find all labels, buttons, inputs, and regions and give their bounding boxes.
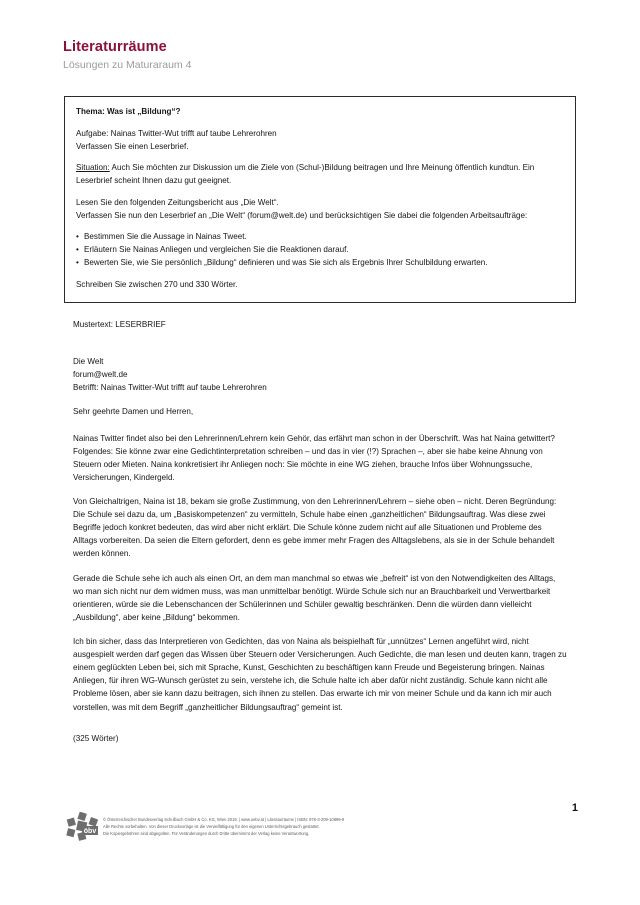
task-assignment-line-2: Verfassen Sie einen Leserbrief. (76, 141, 189, 151)
letter-subject: Betrifft: Nainas Twitter-Wut trifft auf taube Lehrerohren (73, 383, 267, 393)
spacer (73, 624, 567, 635)
page-number: 1 (571, 802, 578, 814)
situation-label: Situation: (76, 163, 110, 173)
spacer (76, 188, 564, 197)
task-word-count: Schreiben Sie zwischen 270 und 330 Wörter. (76, 279, 238, 289)
sample-text-body (73, 318, 567, 745)
task-situation (76, 162, 564, 188)
spacer (73, 561, 567, 572)
spacer (76, 119, 564, 128)
task-box (64, 96, 576, 303)
situation-text: Auch Sie möchten zur Diskussion um die Ziele von (Schul-)Bildung beitragen und Ihre Meinung öffentlich kundtun. Ein Leserbrief scheint Ihnen dazu gut geeignet. (76, 163, 535, 186)
page-title: Literaturräume (63, 39, 167, 55)
footer-legal-text (103, 812, 344, 837)
task-bullet-item: • Bestimmen Sie die Aussage in Nainas Tweet. (76, 231, 564, 244)
oebv-logo-icon (66, 812, 100, 842)
spacer (76, 270, 564, 279)
spacer (76, 153, 564, 162)
task-theme: Thema: Was ist „Bildung“? (76, 107, 181, 116)
footer-line-rights: Alle Rechte vorbehalten. Von dieser Druckvorlage ist die Vervielfältigung für den eigenen Unterrichtsgebrauch gestattet. (103, 824, 320, 830)
task-assignment-line-1: Aufgabe: Nainas Twitter-Wut trifft auf taube Lehrerohren (76, 128, 277, 138)
letter-recipient: Die Welt (73, 357, 104, 367)
spacer (73, 484, 567, 495)
footer-line-fees: Die Kopiergebühren sind abgegolten. Für Veränderungen durch Dritte übernimmt der Verlag keine Verantwortung. (103, 831, 310, 837)
letter-paragraph: Ich bin sicher, dass das Interpretieren von Gedichten, das von Naina als beispielhaft für „unnützes“ Lernen angeführt wird, nicht ausgespielt werden darf gegen das Wissen über Steuern oder Versicherungen. Auch Gedichte, die man lesen und deuten kann, tragen zu einem geglückten Leben bei, sich mit Sprache, Kunst, Geschichten zu beschäftigen kann Freude und Begeisterung bringen. Nainas Anliegen, für ihren WG-Wunsch gerüstet zu sein, verstehe ich, die Schule halte ich aber dafür nicht zuständig. Schule kann nicht alle Probleme lösen, aber sie kann dazu beitragen, sich ihnen zu stellen. Das erwarte ich mir von meiner Schule und da kann ich mir auch vorstellen, was mit dem Begriff „ganzheitlicher Bildungsauftrag“ gemeint ist. (73, 636, 567, 712)
letter-paragraph: Von Gleichaltrigen, Naina ist 18, bekam sie große Zustimmung, von den Lehrerinnen/Lehrern – siehe oben – nicht. Deren Begründung: Die Schule sei dazu da, um „Basiskompetenzen“ zu vermitteln, Schule habe einen „ganzheitlichen“ Bildungsauftrag. Was diese zwei Begriffe jedoch konkret bedeuten, das wird aber nicht erklärt. Die Schule könne zudem nicht auf alle Situationen und Probleme des Alltags vorbereiten. Da seien die Eltern gefordert, denn es gebe immer mehr Fragen des Alltagslebens, als sie in der Schule behandelt werden können. (73, 496, 557, 559)
task-bullet-item: • Bewerten Sie, wie Sie persönlich „Bildung“ definieren und was Sie sich als Ergebnis Ihrer Schulbildung erwarten. (76, 257, 564, 270)
task-bullet-list (76, 231, 564, 269)
letter-paragraph: Gerade die Schule sehe ich auch als einen Ort, an dem man manchmal so etwas wie „befreit“ ist von den Notwendigkeiten des Alltags, wo man sich nicht nur dem widmen muss, was man unmittelbar benötigt. Würde Schule sich nur an Brauchbarkeit und Verwertbarkeit orientieren, würde sie die Lebenschancen der Schülerinnen und Schüler gewaltig beschränken. Denn die würden dann vielleicht „Ausbildung“, aber keine „Bildung“ bekommen. (73, 573, 556, 622)
task-read-instruction: Lesen Sie den folgenden Zeitungsbericht aus „Die Welt“. (76, 197, 279, 207)
spacer (73, 419, 567, 432)
task-bullet-item: • Erläutern Sie Nainas Anliegen und vergleichen Sie die Reaktionen darauf. (76, 244, 564, 257)
document-header (63, 38, 563, 73)
letter-salutation: Sehr geehrte Damen und Herren, (73, 407, 194, 417)
svg-text:öbv: öbv (83, 828, 97, 835)
letter-paragraph: Nainas Twitter findet also bei den Lehrerinnen/Lehrern kein Gehör, das erfährt man schon in der Überschrift. Was hat Naina getwittert? Folgendes: Sie könne zwar eine Gedichtinterpretation schreiben – und das in vier (!?) Sprachen –, aber sie habe keine Ahnung von Steuern oder Mieten. Naina konkretisiert ihr Anliegen noch: Sie möchte in eine WG ziehen, brauche Infos über Wohnungssuche, Versicherungen, Kindergeld. (73, 433, 555, 482)
letter-email: forum@welt.de (73, 370, 128, 380)
spacer (73, 394, 567, 405)
spacer (76, 222, 564, 231)
sample-text-label: Mustertext: LESERBRIEF (73, 320, 166, 329)
document-footer (66, 812, 566, 842)
footer-line-copyright: © Österreichischer Bundesverlag Schulbuch GmbH & Co. KG, Wien 2019. | www.oebv.at | Literaturräume | ISBN: 978-3-209-10899-9 (103, 817, 345, 822)
spacer (73, 331, 567, 355)
task-write-instruction: Verfassen Sie nun den Leserbrief an „Die Welt“ (forum@welt.de) und berücksichtigen Sie dabei die folgenden Arbeitsaufträge: (76, 210, 528, 220)
page-subtitle: Lösungen zu Maturaraum 4 (63, 59, 192, 72)
letter-word-count: (325 Wörter) (73, 733, 119, 743)
spacer (73, 714, 567, 732)
